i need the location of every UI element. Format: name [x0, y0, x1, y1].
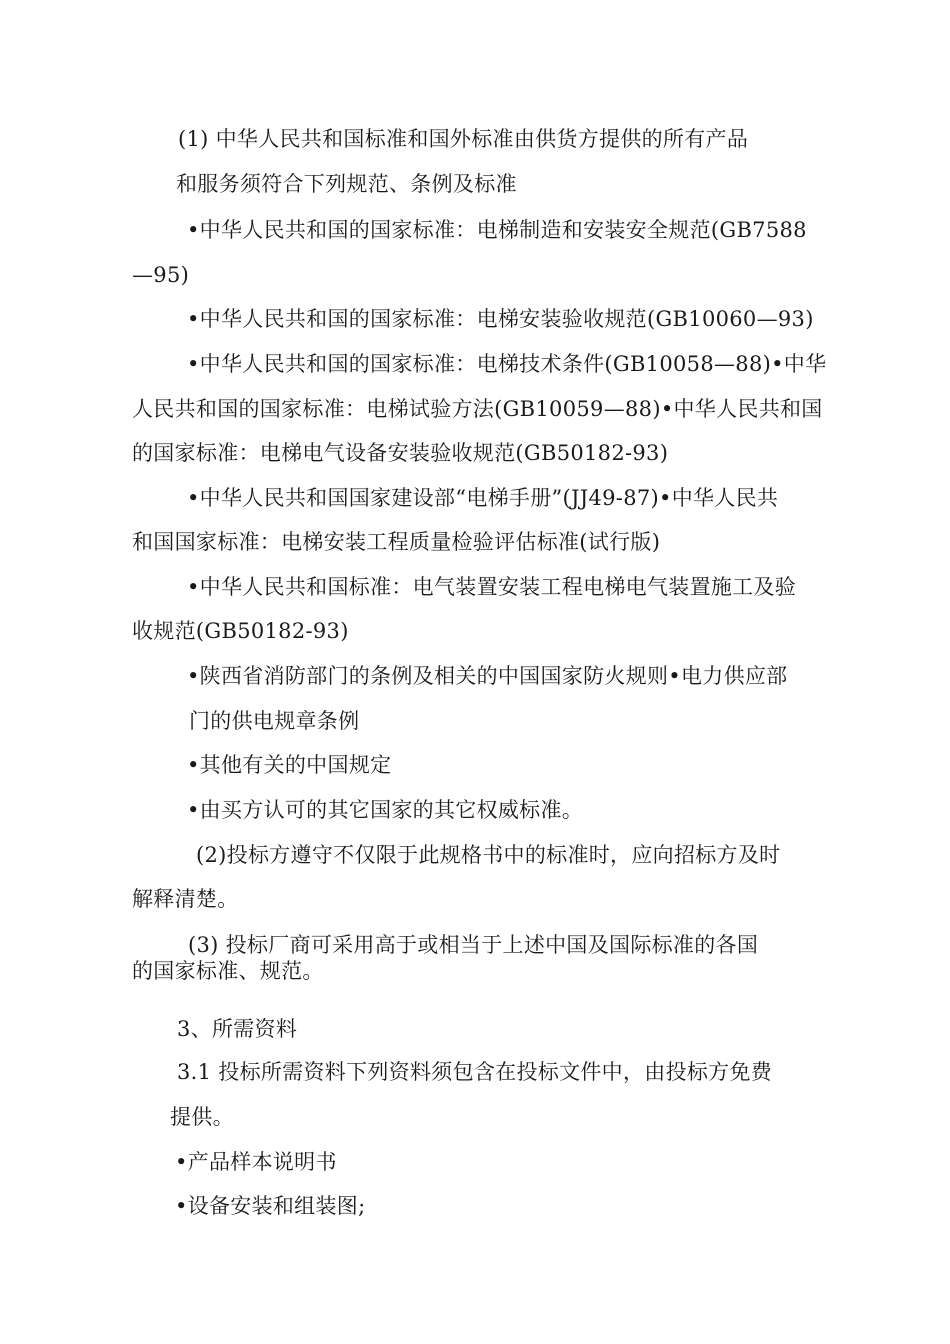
standard-item-gb10058-line-3: 的国家标准：电梯电气设备安装验收规范(GB50182-93)	[132, 441, 669, 465]
standard-item-jj49-line-1: •中华人民共和国国家建设部“电梯手册”(JJ49-87)•中华人民共	[187, 486, 779, 510]
clause-3-line-2: 的国家标准、规范。	[132, 959, 324, 983]
standard-item-jj49-line-2: 和国国家标准：电梯安装工程质量检验评估标准(试行版)	[132, 530, 661, 554]
material-item-installation-drawing: •设备安装和组装图;	[175, 1194, 366, 1218]
clause-3-line-1: (3) 投标厂商可采用高于或相当于上述中国及国际标准的各国	[188, 933, 759, 957]
standard-item-buyer-approved: •由买方认可的其它国家的其它权威标准。	[187, 798, 584, 822]
standard-item-gb50182-line-1: •中华人民共和国标准：电气装置安装工程电梯电气装置施工及验	[187, 575, 797, 599]
section-heading-required-materials: 3、所需资料	[177, 1017, 298, 1041]
standard-item-other-china: •其他有关的中国规定	[187, 753, 392, 777]
standard-item-gb10058-line-2: 人民共和国的国家标准：电梯试验方法(GB10059—88)•中华人民共和国	[132, 397, 823, 421]
standard-item-gb50182-line-2: 收规范(GB50182-93)	[132, 619, 349, 643]
material-item-product-manual: •产品样本说明书	[175, 1150, 337, 1174]
clause-2-line-2: 解释清楚。	[132, 887, 239, 911]
standard-item-gb7588-line-2: —95)	[132, 263, 190, 287]
standard-item-gb7588-line-1: •中华人民共和国的国家标准：电梯制造和安装安全规范(GB7588	[187, 218, 807, 242]
standard-item-gb10058-line-1: •中华人民共和国的国家标准：电梯技术条件(GB10058—88)•中华	[187, 352, 827, 376]
subsection-3-1-line-1: 3.1 投标所需资料下列资料须包含在投标文件中，由投标方免费	[177, 1060, 773, 1084]
subsection-3-1-line-2: 提供。	[170, 1105, 234, 1129]
standard-item-gb10060: •中华人民共和国的国家标准：电梯安装验收规范(GB10060—93)	[187, 307, 814, 331]
standard-item-fire-line-1: •陕西省消防部门的条例及相关的中国国家防火规则•电力供应部	[187, 664, 788, 688]
clause-2-line-1: (2)投标方遵守不仅限于此规格书中的标准时，应向招标方及时	[196, 843, 781, 867]
clause-1-line-2: 和服务须符合下列规范、条例及标准	[176, 172, 517, 196]
standard-item-fire-line-2: 门的供电规章条例	[189, 709, 360, 733]
clause-1-line-1: (1) 中华人民共和国标准和国外标准由供货方提供的所有产品	[178, 127, 749, 151]
